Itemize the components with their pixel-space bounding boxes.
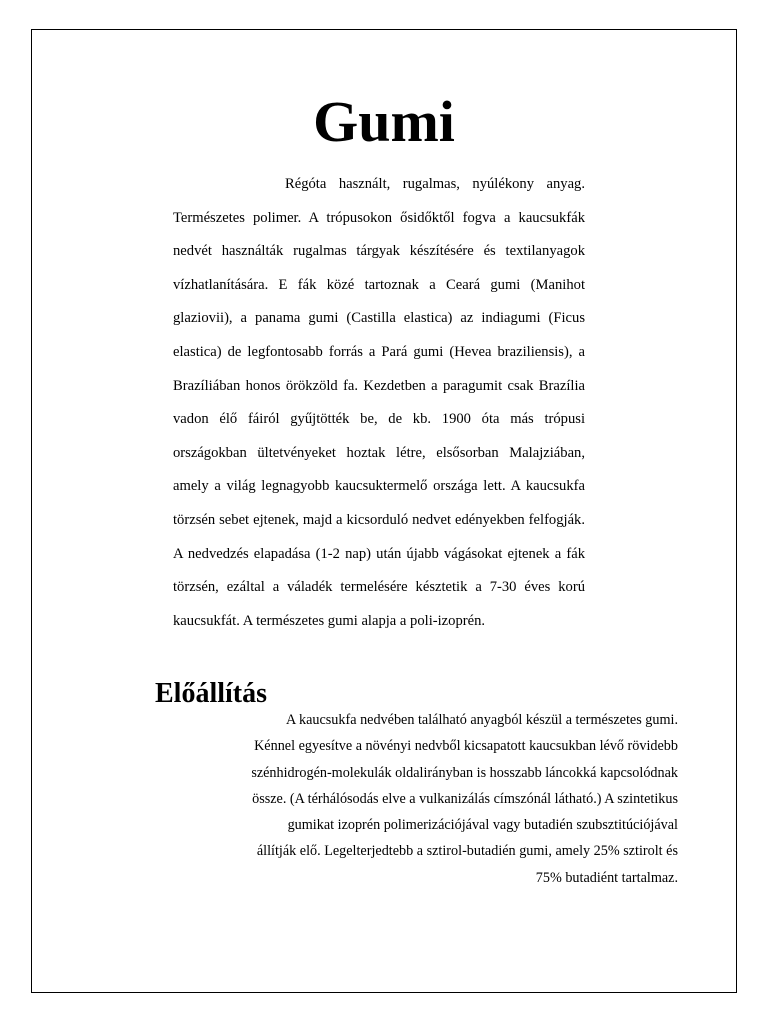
section-heading: Előállítás: [155, 678, 268, 709]
intro-paragraph: Régóta használt, rugalmas, nyúlékony anyag. Természetes polimer. A trópusokon ősidőktől fogva a kaucsukfák nedvét használták rugalmas tárgyak készítésére és textilanyagok vízhatlanítására. E fák közé tartoznak a Ceará gumi (Manihot glaziovii), a panama gumi (Castilla elastica) az indiagumi (Ficus elastica) de legfontosabb forrás a Pará gumi (Hevea braziliensis), a Brazíliában honos örökzöld fa. Kezdetben a paragumit csak Brazília vadon élő fáiról gyűjtötték be, de kb. 1900 óta más trópusi országokban ültetvényeket hoztak létre, elsősorban Malajziában, amely a világ legnagyobb kaucsuktermelő országa lett. A kaucsukfa törzsén sebet ejtenek, majd a kicsorduló nedvet edényekben felfogják. A nedvedzés elapadása (1-2 nap) után újabb vágásokat ejtenek a fák törzsén, ezáltal a váladék termelésére késztetik a 7-30 éves korú kaucsukfát. A természetes gumi alapja a poli-izoprén.: [173, 176, 585, 629]
section-paragraph: A kaucsukfa nedvében található anyagból készül a természetes gumi. Kénnel egyesítve a növényi nedvből kicsapatott kaucsukban lévő rövidebb szénhidrogén-molekulák oldalirányban is hosszabb láncokká kapcsolódnak össze. (A térhálósodás elve a vulkanizálás címszónál látható.) A szintetikus gumikat izoprén polimerizációjával vagy butadién szubsztitúciójával állítják elő. Legelterjedtebb a sztirol-butadién gumi, amely 25% sztirolt és 75% butadiént tartalmaz.: [251, 712, 678, 886]
document-title: Gumi: [313, 89, 455, 154]
